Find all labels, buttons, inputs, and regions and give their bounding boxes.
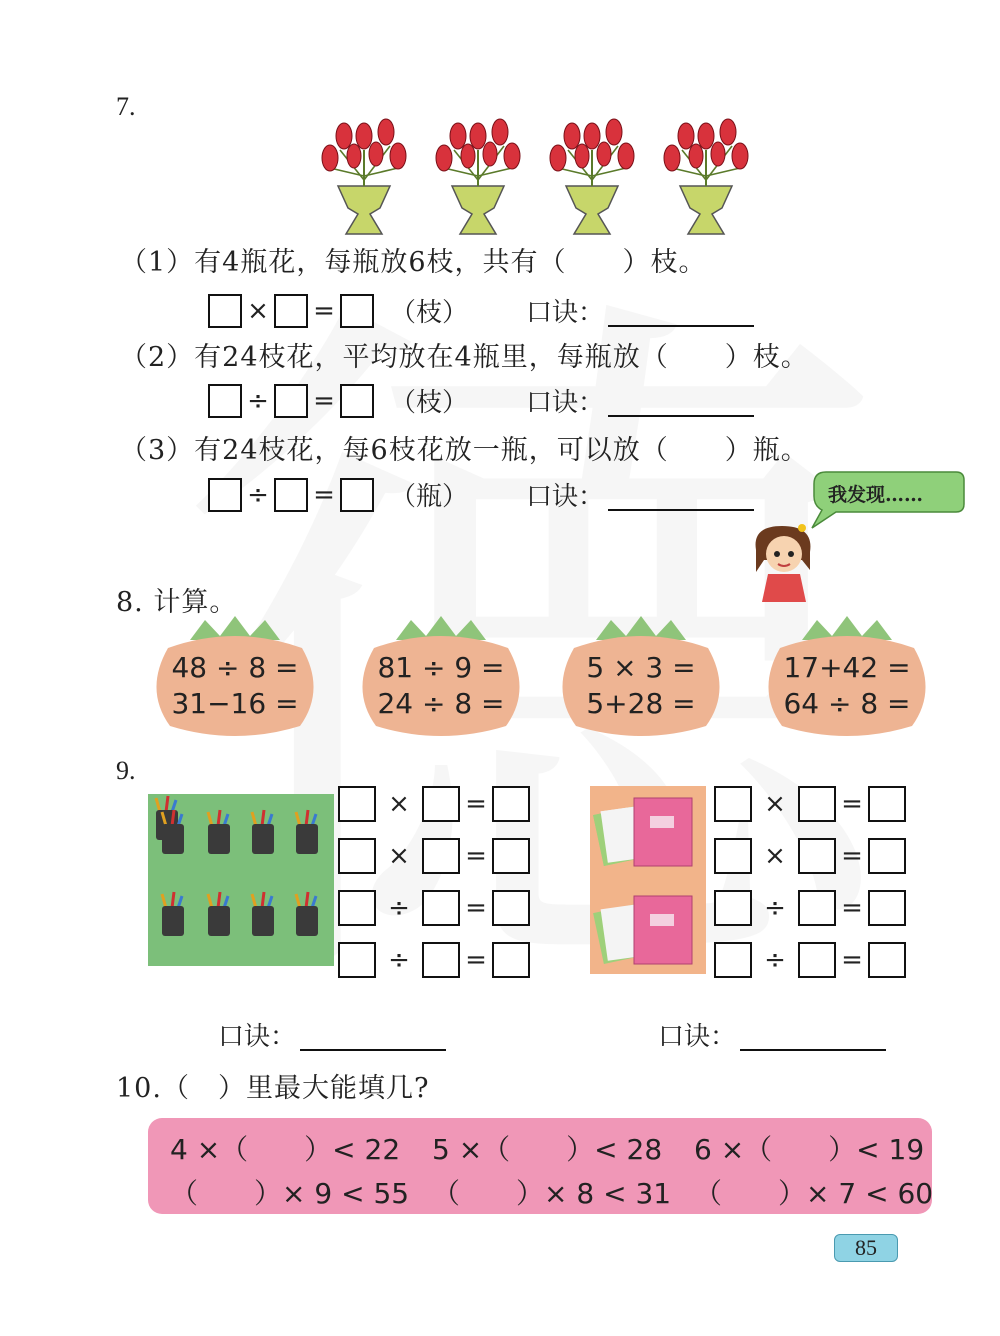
- koujue-label: 口诀：: [526, 388, 605, 418]
- answer-box[interactable]: [422, 942, 460, 978]
- operator: ×: [764, 789, 786, 819]
- equals-sign: =: [313, 479, 335, 510]
- answer-box[interactable]: [798, 942, 836, 978]
- q7-part1-question: （1）有4瓶花，每瓶放6枝，共有（ ）枝。: [120, 247, 707, 278]
- koujue-blank[interactable]: [608, 385, 754, 417]
- answer-box[interactable]: [340, 478, 374, 512]
- speech-text: 我发现……: [828, 484, 924, 506]
- equals-sign: =: [841, 841, 863, 871]
- koujue-blank[interactable]: [608, 295, 754, 327]
- unit-label: （枝）: [390, 298, 469, 328]
- expression: 81 ÷ 9 =: [377, 651, 505, 684]
- inequality: （ ）× 7 < 60: [694, 1177, 934, 1210]
- page-number: 85: [834, 1234, 898, 1262]
- answer-box[interactable]: [492, 786, 530, 822]
- answer-box[interactable]: [274, 294, 308, 328]
- answer-box[interactable]: [714, 942, 752, 978]
- q9-right-koujue: [658, 1016, 886, 1053]
- q10-title: 10.（ ）里最大能填几?: [116, 1073, 430, 1104]
- koujue-blank[interactable]: [300, 1019, 446, 1051]
- expression: 48 ÷ 8 =: [171, 651, 299, 684]
- answer-box[interactable]: [422, 786, 460, 822]
- answer-box[interactable]: [338, 786, 376, 822]
- q8-title: 8. 计算。: [116, 587, 238, 618]
- answer-box[interactable]: [868, 890, 906, 926]
- answer-box[interactable]: [714, 890, 752, 926]
- answer-box[interactable]: [208, 384, 242, 418]
- answer-box[interactable]: [868, 838, 906, 874]
- answer-box[interactable]: [798, 786, 836, 822]
- expression: 17+42 =: [783, 651, 911, 684]
- q9-left-eq-2: [338, 838, 530, 874]
- q9-left-koujue: [218, 1016, 446, 1053]
- equals-sign: =: [465, 789, 487, 819]
- equals-sign: =: [313, 295, 335, 326]
- koujue-label: 口诀：: [218, 1022, 297, 1052]
- q7-part1-equation: [208, 292, 754, 329]
- expression: 5+28 =: [586, 687, 696, 720]
- operator: ×: [388, 789, 410, 819]
- koujue-blank[interactable]: [740, 1019, 886, 1051]
- expression: 24 ÷ 8 =: [377, 687, 505, 720]
- answer-box[interactable]: [492, 890, 530, 926]
- inequality: 6 ×（ ）< 19: [694, 1133, 925, 1166]
- answer-box[interactable]: [274, 384, 308, 418]
- equals-sign: =: [841, 945, 863, 975]
- q7-part2-equation: [208, 382, 754, 419]
- equals-sign: =: [841, 893, 863, 923]
- q9-right-eq-2: [714, 838, 906, 874]
- operator: ÷: [247, 385, 269, 416]
- answer-box[interactable]: [208, 478, 242, 512]
- koujue-label: 口诀：: [526, 298, 605, 328]
- q9-right-eq-1: [714, 786, 906, 822]
- answer-box[interactable]: [340, 294, 374, 328]
- flower-pots-illustration: [310, 110, 760, 236]
- answer-box[interactable]: [714, 786, 752, 822]
- answer-box[interactable]: [338, 942, 376, 978]
- operator: ÷: [388, 893, 410, 923]
- q8-card-2: [356, 614, 526, 744]
- koujue-label: 口诀：: [526, 482, 605, 512]
- q9-left-eq-3: [338, 890, 530, 926]
- equals-sign: =: [465, 893, 487, 923]
- q9-right-eq-3: [714, 890, 906, 926]
- operator: ÷: [764, 945, 786, 975]
- q7-part2-question: （2）有24枝花，平均放在4瓶里，每瓶放（ ）枝。: [120, 342, 809, 373]
- unit-label: （枝）: [390, 388, 469, 418]
- q8-card-3: [556, 614, 726, 744]
- q9-left-eq-4: [338, 942, 530, 978]
- q9-left-eq-1: [338, 786, 530, 822]
- koujue-label: 口诀：: [658, 1022, 737, 1052]
- notebooks-picture: [590, 786, 706, 974]
- equals-sign: =: [465, 841, 487, 871]
- q7-part3-question: （3）有24枝花，每6枝花放一瓶，可以放（ ）瓶。: [120, 435, 809, 466]
- equals-sign: =: [841, 789, 863, 819]
- expression: 31−16 =: [171, 687, 299, 720]
- answer-box[interactable]: [798, 838, 836, 874]
- answer-box[interactable]: [422, 838, 460, 874]
- q8-card-4: [762, 614, 932, 744]
- q9-right-eq-4: [714, 942, 906, 978]
- operator: ÷: [388, 945, 410, 975]
- operator: ×: [247, 295, 269, 326]
- q7-part3-equation: [208, 476, 754, 513]
- q9-number: 9.: [116, 756, 136, 785]
- pencil-cups-picture: [148, 794, 334, 966]
- equals-sign: =: [465, 945, 487, 975]
- q7-number: 7.: [116, 92, 136, 121]
- answer-box[interactable]: [868, 786, 906, 822]
- operator: ÷: [764, 893, 786, 923]
- answer-box[interactable]: [868, 942, 906, 978]
- inequality: （ ）× 9 < 55: [170, 1177, 410, 1210]
- operator: ×: [388, 841, 410, 871]
- answer-box[interactable]: [714, 838, 752, 874]
- operator: ÷: [247, 479, 269, 510]
- answer-box[interactable]: [798, 890, 836, 926]
- q8-card-1: [150, 614, 320, 744]
- answer-box[interactable]: [338, 838, 376, 874]
- operator: ×: [764, 841, 786, 871]
- answer-box[interactable]: [492, 942, 530, 978]
- expression: 5 × 3 =: [586, 651, 696, 684]
- equals-sign: =: [313, 385, 335, 416]
- inequality: 4 ×（ ）< 22: [170, 1133, 401, 1166]
- answer-box[interactable]: [492, 838, 530, 874]
- inequality: 5 ×（ ）< 28: [432, 1133, 663, 1166]
- girl-illustration: [744, 520, 824, 604]
- expression: 64 ÷ 8 =: [783, 687, 911, 720]
- koujue-blank[interactable]: [608, 479, 754, 511]
- answer-box[interactable]: [274, 478, 308, 512]
- unit-label: （瓶）: [390, 482, 469, 512]
- answer-box[interactable]: [422, 890, 460, 926]
- answer-box[interactable]: [338, 890, 376, 926]
- answer-box[interactable]: [340, 384, 374, 418]
- answer-box[interactable]: [208, 294, 242, 328]
- inequality: （ ）× 8 < 31: [432, 1177, 672, 1210]
